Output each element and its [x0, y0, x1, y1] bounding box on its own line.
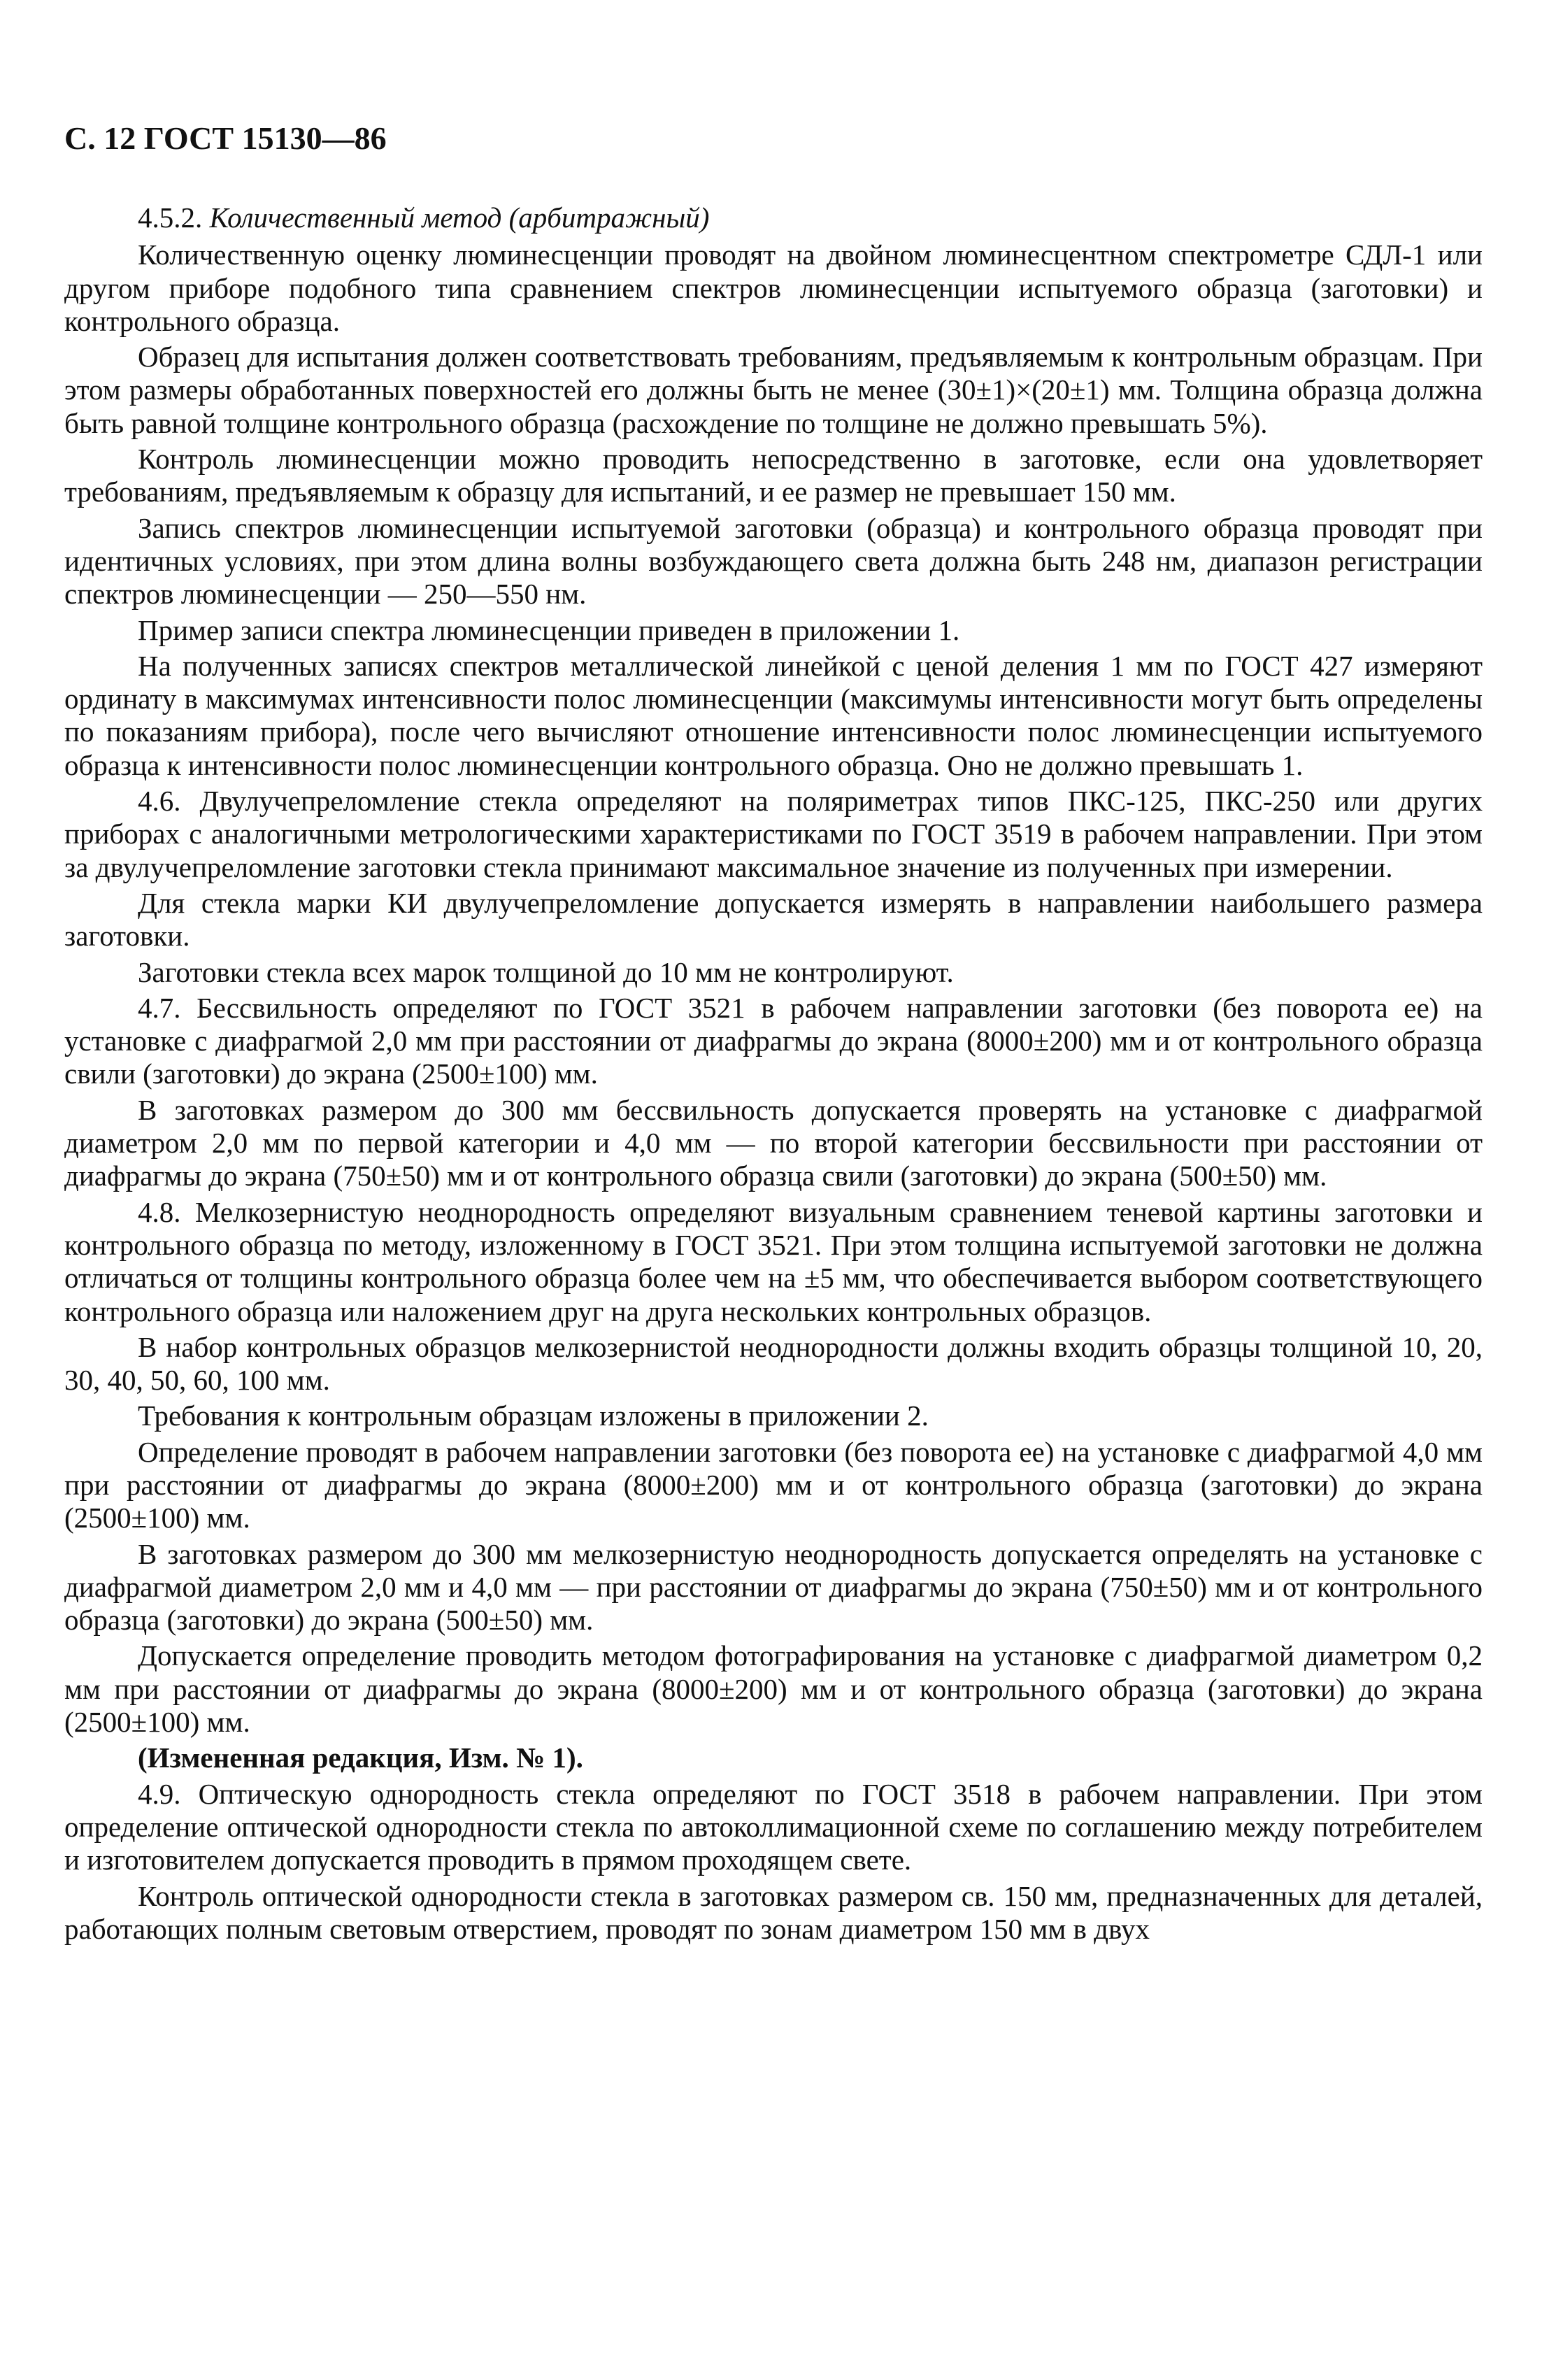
paragraph: 4.8. Мелкозернистую неоднородность определяют визуальным сравнением теневой картины заготовки и контрольного образца по методу, изложенному в ГОСТ 3521. При этом толщина испытуемой заготовки не должна отличаться от толщины контрольного образца более чем на ±5 мм, что обеспечивается выбором соответствующего контрольного образца или наложением друг на друга нескольких контрольных образцов. — [64, 1195, 1483, 1327]
paragraph: Контроль люминесценции можно проводить непосредственно в заготовке, если она удовлетворяет требованиям, предъявляемым к образцу для испытаний, и ее размер не превышает 150 мм. — [64, 443, 1483, 508]
paragraph: Определение проводят в рабочем направлении заготовки (без поворота ее) на установке с диафрагмой 4,0 мм при расстоянии от диафрагмы до экрана (8000±200) мм и от контрольного образца (заготовки) до экрана (2500±100) мм. — [64, 1435, 1483, 1534]
paragraph: Заготовки стекла всех марок толщиной до 10 мм не контролируют. — [138, 955, 954, 988]
amendment-note: (Измененная редакция, Изм. № 1). — [138, 1741, 583, 1774]
paragraph: 4.9. Оптическую однородность стекла определяют по ГОСТ 3518 в рабочем направлении. При этом определение оптической однородности стекла по автоколлимационной схеме по соглашению между потребителем и изготовителем допускается проводить в прямом проходящем свете. — [64, 1777, 1483, 1876]
paragraph: Запись спектров люминесценции испытуемой заготовки (образца) и контрольного образца проводят при идентичных условиях, при этом длина волны возбуждающего света должна быть 248 нм, диапазон регистрации спектров люминесценции — 250—550 нм. — [64, 511, 1483, 611]
page-header: С. 12 ГОСТ 15130—86 — [64, 120, 387, 156]
paragraph: В заготовках размером до 300 мм мелкозернистую неоднородность допускается определять на установке с диафрагмой диаметром 2,0 мм и 4,0 мм — при расстоянии от диафрагмы до экрана (750±50) мм и от контрольного образца (заготовки) до экрана (500±50) мм. — [64, 1537, 1483, 1637]
section-title-text: Количественный метод (арбитражный) — [209, 201, 710, 234]
paragraph: Пример записи спектра люминесценции приведен в приложении 1. — [138, 613, 960, 646]
paragraph: Требования к контрольным образцам изложены в приложении 2. — [138, 1399, 929, 1432]
paragraph: Количественную оценку люминесценции проводят на двойном люминесцентном спектрометре СДЛ-1 или другом приборе подобного типа сравнением спектров люминесценции испытуемого образца (заготовки) и контрольного образца. — [64, 238, 1483, 337]
paragraph: Допускается определение проводить методом фотографирования на установке с диафрагмой диаметром 0,2 мм при расстоянии от диафрагмы до экрана (8000±200) мм и от контрольного образца (заготовки) до экрана (2500±100) мм. — [64, 1639, 1483, 1739]
paragraph: 4.6. Двулучепреломление стекла определяют на поляриметрах типов ПКС-125, ПКС-250 или других приборах с аналогичными метрологическими характеристиками по ГОСТ 3519 в рабочем направлении. При этом за двулучепреломление заготовки стекла принимают максимальное значение из полученных при измерении. — [64, 785, 1483, 883]
paragraph: На полученных записях спектров металлической линейкой с ценой деления 1 мм по ГОСТ 427 измеряют ординату в максимумах интенсивности полос люминесценции (максимумы интенсивности могут быть определены по показаниям прибора), после чего вычисляют отношение интенсивности полос люминесценции испытуемого образца к интенсивности полос люминесценции контрольного образца. Оно не должно превышать 1. — [64, 649, 1483, 781]
paragraph: Контроль оптической однородности стекла в заготовках размером св. 150 мм, предназначенных для деталей, работающих полным световым отверстием, проводят по зонам диаметром 150 мм в двух — [64, 1879, 1483, 1945]
section-number: 4.5.2. — [138, 201, 203, 234]
paragraph: 4.7. Бессвильность определяют по ГОСТ 3521 в рабочем направлении заготовки (без поворота ее) на установке с диафрагмой 2,0 мм при расстоянии от диафрагмы до экрана (8000±200) мм и от контрольного образца свили (заготовки) до экрана (2500±100) мм. — [64, 991, 1483, 1090]
paragraph: Образец для испытания должен соответствовать требованиям, предъявляемым к контрольным образцам. При этом размеры обработанных поверхностей его должны быть не менее (30±1)×(20±1) мм. Толщина образца должна быть равной толщине контрольного образца (расхождение по толщине не должно превышать 5%). — [64, 341, 1483, 439]
paragraph: В заготовках размером до 300 мм бессвильность допускается проверять на установке с диафрагмой диаметром 2,0 мм по первой категории и 4,0 мм — по второй категории бессвильности при расстоянии от диафрагмы до экрана (750±50) мм и от контрольного образца свили (заготовки) до экрана (500±50) мм. — [64, 1093, 1483, 1192]
section-title — [64, 201, 1483, 234]
paragraph: В набор контрольных образцов мелкозернистой неоднородности должны входить образцы толщиной 10, 20, 30, 40, 50, 60, 100 мм. — [64, 1330, 1483, 1397]
paragraph: Для стекла марки КИ двулучепреломление допускается измерять в направлении наибольшего размера заготовки. — [64, 886, 1483, 953]
